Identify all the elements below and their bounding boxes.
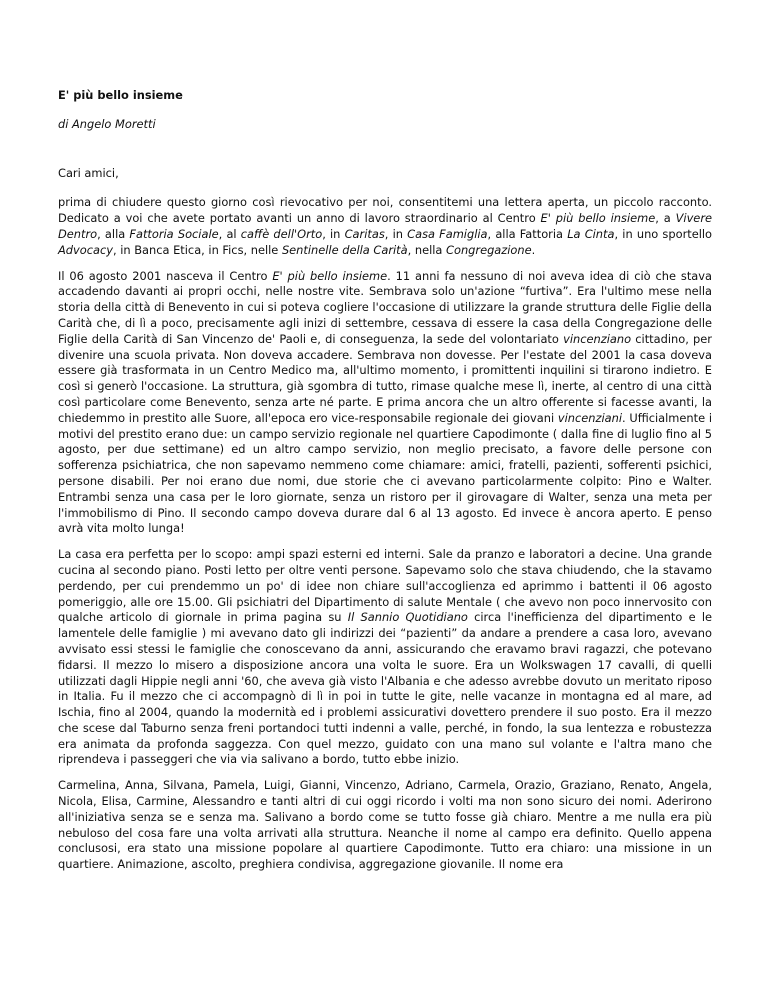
italic-text: vincenziano — [563, 331, 632, 346]
paragraph — [58, 778, 712, 873]
text-run: , alla Fattoria — [487, 226, 568, 241]
paragraph — [58, 269, 712, 538]
text-run: cittadino, per divenire una scuola privata. Non doveva accadere. Sembrava non dovesse. Per l'estate del 2001 la casa doveva essere già trasformata in un Centro Medico ma, all'ultimo momento, i promittenti inquilini si tirarono indietro. E così si generò l'occasione. La struttura, già sgombra di tutto, rimase qualche mese lì, inerte, al centro di una città così particolare come Benevento, senza arte né parte. E prima ancora che un altro offerente si facesse avanti, la chiedemmo in prestito alle Suore, all'epoca ero vice-responsabile regionale dei giovani — [58, 331, 712, 425]
text-run: prima di chiudere questo giorno così rievocativo per noi, consentitemi una lettera aperta, un piccolo racconto. Dedicato a voi che avete portato avanti un anno di lavoro straordinario al Centro — [58, 195, 712, 226]
document-page — [58, 88, 712, 883]
italic-text: Sentinelle della Carità — [281, 242, 408, 257]
text-run: , in Banca Etica, in Fics, nelle — [112, 242, 282, 257]
italic-text: Caritas — [344, 226, 385, 241]
text-run: , al — [218, 226, 241, 241]
italic-text: E' più bello insieme — [272, 268, 388, 283]
text-run: . — [531, 242, 536, 257]
text-run: , in — [322, 226, 345, 241]
italic-text: Casa Famiglia — [407, 226, 488, 241]
paragraph — [58, 195, 712, 258]
text-run: Carmelina, Anna, Silvana, Pamela, Luigi, Gianni, Vincenzo, Adriano, Carmela, Orazio, Graziano, Renato, Angela, Nicola, Elisa, Carmine, Alessandro e tanti altri di cui oggi ricordo i volti ma non sono sicuro dei nomi. Aderirono all'iniziativa senza se e senza ma. Salivano a bordo come se tutto fosse già chiaro. Mentre a me nulla era più nebuloso del cosa fare una volta arrivati alla struttura. Neanche il nome al campo era definito. Quello appena conclusosi, era stato una missione popolare al quartiere Capodimonte. Tutto era chiaro: una missione in un quartiere. Animazione, ascolto, preghiera condivisa, aggregazione giovanile. Il nome era — [58, 778, 712, 872]
document-greeting: Cari amici, — [58, 165, 119, 180]
italic-text: vincenziani — [557, 410, 623, 425]
italic-text: Fattoria Sociale — [129, 226, 219, 241]
text-run: circa l'inefficienza del dipartimento e le lamentele delle famiglie ) mi avevano dato gli indirizzi dei “pazienti” da andare a prendere a casa loro, avevano avvisato essi stessi le famiglie che conoscevano da anni, assicurando che eravamo bravi ragazzi, che potevano fidarsi. Il mezzo lo misero a disposizione ancora una volta le suore. Era un Wolkswagen 17 cavalli, di quelli utilizzati dagli Hippie negli anni '60, che aveva già visto l'Albania e che adesso avrebbe dovuto un meritato riposo in Italia. Fu il mezzo che ci accompagnò di lì in poi in tutte le gite, nelle vacanze in montagna ed al mare, ad Ischia, fino al 2004, quando la modernità ed i problemi assicurativi dovettero prendere il suo posto. Era il mezzo che scese dal Taburno senza freni portandoci tutti indenni a valle, perché, in fondo, la sua lentezza e robustezza era animata da profonda saggezza. Con quel mezzo, guidato con una mano sul volante e l'altra mano che riprendeva i passeggeri che via via salivano a bordo, tutto ebbe inizio. — [58, 610, 712, 767]
text-run: , in uno sportello — [614, 226, 713, 241]
text-run: Il 06 agosto 2001 nasceva il Centro — [58, 268, 273, 283]
document-body — [58, 195, 712, 873]
italic-text: Il Sannio Quotidiano — [347, 610, 468, 625]
text-run: , alla — [97, 226, 130, 241]
italic-text: Vivere Dentro — [58, 211, 713, 241]
text-run: , a — [655, 211, 676, 226]
italic-text: caffè dell'Orto — [240, 226, 323, 241]
document-author: di Angelo Moretti — [58, 116, 156, 131]
italic-text: Congregazione — [446, 242, 532, 257]
document-title: E' più bello insieme — [58, 88, 183, 102]
italic-text: La Cinta — [567, 226, 615, 241]
paragraph — [58, 547, 712, 768]
text-run: La casa era perfetta per lo scopo: ampi spazi esterni ed interni. Sale da pranzo e laboratori a decine. Una grande cucina al secondo piano. Posti letto per oltre venti persone. Sapevamo solo che stava chiudendo, che la stavamo perdendo, per cui prendemmo un po' di idee non chiare sull'accoglienza ed aprimmo i battenti il 06 agosto pomeriggio, alle ore 15.00. Gli psichiatri del Dipartimento di salute Mentale ( che avevo non poco innervosito con qualche articolo di giornale in prima pagina su — [58, 547, 712, 625]
text-run: . 11 anni fa nessuno di noi aveva idea di ciò che stava accadendo davanti ai propri occhi, nelle nostre vite. Sembrava solo un'azione “furtiva”. Era l'ultimo mese nella storia della città di Benevento in cui si poteva cogliere l'occasione di utilizzare la grande struttura delle Figlie della Carità che, di lì a poco, precisamente agli inizi di settembre, cessava di essere la casa della Congregazione delle Figlie della Carità di San Vincenzo de' Paoli e, di conseguenza, la sede del volontariato — [58, 268, 712, 346]
text-run: , nella — [407, 242, 447, 257]
text-run: . Ufficialmente i motivi del prestito erano due: un campo servizio regionale nel quartiere Capodimonte ( dalla fine di luglio fino al 5 agosto, per due settimane) ed un altro campo servizio, non meglio precisato, a favore delle persone con sofferenza psichiatrica, che non sapevamo nemmeno come chiamare: amici, fratelli, pazienti, sofferenti psichici, persone disabili. Per noi erano due nomi, due storie che ci avevano particolarmente colpito: Pino e Walter. Entrambi senza una casa per le loro giornate, senza un ristoro per il girovagare di Walter, senza una meta per l'immobilismo di Pino. Il secondo campo doveva durare dal 6 al 13 agosto. Ed invece è ancora aperto. E penso avrà vita molto lunga! — [58, 410, 712, 536]
italic-text: Advocacy — [58, 242, 113, 257]
italic-text: E' più bello insieme — [540, 211, 656, 226]
text-run: , in — [384, 226, 408, 241]
